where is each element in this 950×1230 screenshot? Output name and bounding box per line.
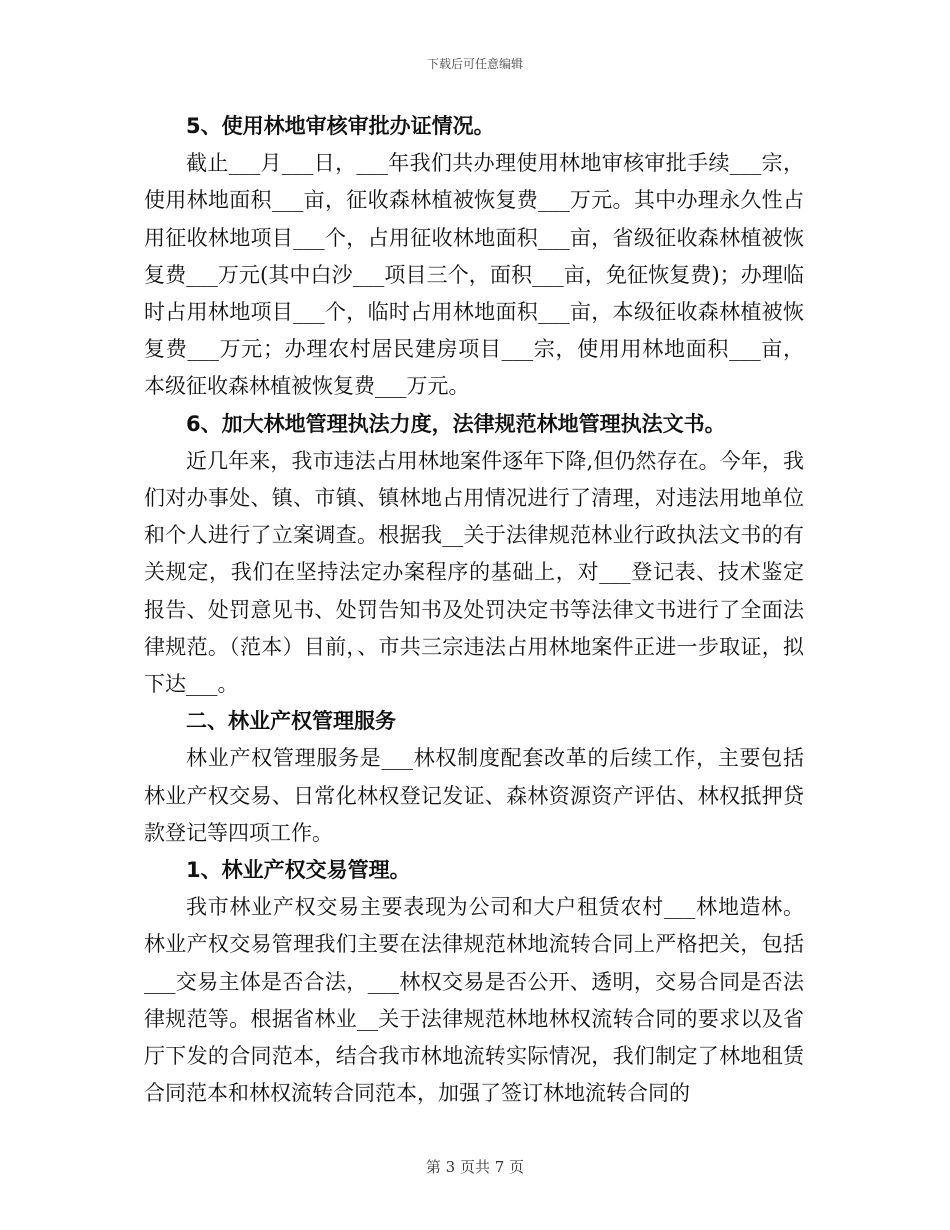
- section-heading: 1、林业产权交易管理。: [186, 858, 411, 883]
- section-heading: 5、使用林地审核审批办证情况。: [186, 114, 495, 138]
- paragraph: 林业产权管理服务是___林权制度配套改革的后续工作，主要包括林业产权交易、日常化林权登记发证、森林资源资产评估、林权抵押贷款登记等四项工作。: [144, 746, 804, 845]
- page-header: 下载后可任意编辑: [426, 57, 523, 71]
- paragraph: 我市林业产权交易主要表现为公司和大户租赁农村___林地造林。林业产权交易管理我们主要在法律规范林地流转合同上严格把关，包括___交易主体是否合法，___林权交易是否公开、透明，交易合同是否法律规范等。根据省林业__关于法律规范林地林权流转合同的要求以及省厅下发的合同范本，结合我市林地流转实际情况，我们制定了林地租赁合同范本和林权流转合同范本，加强了签订林地流转合同的: [144, 895, 804, 1106]
- paragraph: 截止___月___日，___年我们共办理使用林地审核审批手续___宗，使用林地面积___亩，征收森林植被恢复费___万元。其中办理永久性占用征收林地项目___个，占用征收林地面积___亩，省级征收森林植被恢复费___万元(其中白沙___项目三个，面积___亩，免征恢复费)；办理临时占用林地项目___个，临时占用林地面积___亩，本级征收森林植被恢复费___万元；办理农村居民建房项目___宗，使用用林地面积___亩，本级征收森林植被恢复费___万元。: [144, 151, 804, 399]
- section-heading: 二、林业产权管理服务: [186, 709, 396, 734]
- section-heading: 6、加大林地管理执法力度，法律规范林地管理执法文书。: [186, 411, 726, 436]
- page-footer: 第 3 页共 7 页: [425, 1158, 525, 1176]
- paragraph: 近几年来，我市违法占用林地案件逐年下降,但仍然存在。今年，我们对办事处、镇、市镇、镇林地占用情况进行了清理，对违法用地单位和个人进行了立案调查。根据我__关于法律规范林业行政执法文书的有关规定，我们在坚持法定办案程序的基础上，对___登记表、技术鉴定报告、处罚意见书、处罚告知书及处罚决定书等法律文书进行了全面法律规范。（范本）目前，、市共三宗违法占用林地案件正进一步取证，拟下达___。: [144, 448, 804, 697]
- document-body: [144, 108, 804, 1112]
